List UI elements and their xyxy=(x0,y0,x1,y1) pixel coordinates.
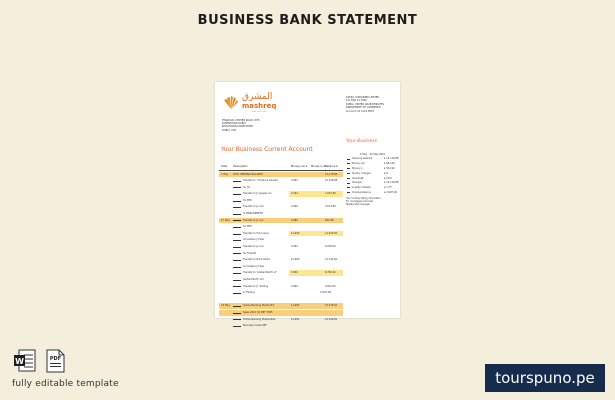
summary-value: £ 1.75 xyxy=(384,186,392,190)
page-title: BUSINESS BANK STATEMENT xyxy=(197,13,418,28)
cell-desc: Transfer to JL Jessies Inc xyxy=(243,192,272,196)
address-line: FINANCIAL CENTER ROAD, DIFC xyxy=(222,119,260,122)
summary-label: Money in xyxy=(352,166,363,170)
table-row xyxy=(219,309,343,316)
row-dash xyxy=(233,234,241,235)
pdf-icon-label: PDF xyxy=(49,356,62,362)
cell-date: 18 May xyxy=(221,304,230,308)
summary-label: Sundry charges xyxy=(352,171,371,175)
table-row xyxy=(219,171,343,178)
cell-debit: 2,962 xyxy=(291,245,298,249)
summary-label: Money out xyxy=(352,162,365,166)
row-dash xyxy=(233,253,241,254)
table-row xyxy=(219,244,343,251)
brand-badge[interactable]: tourspuno.pe xyxy=(485,364,605,392)
summary-value: £ 56,190 xyxy=(384,166,395,170)
cell-debit: 3,960 xyxy=(291,271,298,275)
cell-desc: Transfer to JL LLC xyxy=(243,218,264,222)
table-row xyxy=(219,283,343,290)
row-dash xyxy=(233,267,241,268)
cell-bal: 3,672.88 xyxy=(325,205,336,209)
column-header-money-out: Money out £ xyxy=(291,165,308,168)
cell-desc: Transfer to JL LLC xyxy=(243,205,264,209)
cell-debit: 11,984 xyxy=(291,304,300,308)
summary-dash xyxy=(347,163,350,164)
cell-desc: for Ox xyxy=(243,185,251,189)
note-line: For mortgages and loans xyxy=(346,200,374,203)
summary-date-range: 1 May - 31 May 2022 xyxy=(360,152,386,156)
pdf-document-icon xyxy=(43,349,67,373)
table-row xyxy=(219,191,343,198)
summary-dash xyxy=(347,187,350,188)
table-row xyxy=(219,303,343,310)
summary-label: Charges xyxy=(352,181,362,185)
row-dash xyxy=(233,187,241,188)
row-dash xyxy=(233,306,241,307)
cell-debit: 2,980 xyxy=(291,218,298,222)
cell-debit: 21,980 xyxy=(291,258,300,262)
cell-desc: for MFC xyxy=(243,225,253,229)
summary-value: £ 8 xyxy=(384,171,388,175)
cell-bal: 692.88 xyxy=(325,218,334,222)
summary-row xyxy=(346,190,398,195)
cell-bal: 10,196.88 xyxy=(325,179,338,183)
summary-title: Your Business xyxy=(346,139,377,144)
column-header-date: Date xyxy=(221,165,228,168)
row-dash xyxy=(233,247,241,248)
transaction-table xyxy=(219,171,343,329)
cell-debit: 12,900 xyxy=(291,231,300,235)
row-dash xyxy=(233,273,241,274)
cell-desc: Transfer to From Grey xyxy=(243,231,269,235)
mashreq-logo-icon xyxy=(223,96,239,110)
cell-bal: 12,742.00 xyxy=(325,258,338,262)
cell-bal: 23,396.00 xyxy=(325,317,338,321)
row-dash xyxy=(233,280,241,281)
address-line: BOULEVARD DOWNTOWN xyxy=(222,125,253,129)
cell-desc: Transfer to 'Global Pacific Lt' xyxy=(243,271,277,275)
table-row xyxy=(219,197,343,204)
cell-desc: Business Invest REF xyxy=(243,324,267,328)
summary-dash xyxy=(347,159,350,160)
cell-debit: 2,564 xyxy=(291,192,298,196)
summary-note xyxy=(346,197,381,206)
cell-desc: 2020 OPENING BALANCE xyxy=(233,172,263,176)
row-dash xyxy=(233,201,241,202)
summary-dash xyxy=(347,178,350,179)
row-dash xyxy=(233,194,241,195)
bank-name: mashreq xyxy=(242,102,277,110)
cell-bal: 15,378.00 xyxy=(325,304,338,308)
table-row xyxy=(219,257,343,264)
cell-desc: for ThieVet xyxy=(243,251,257,255)
column-header-money-in: Money in £ xyxy=(311,165,326,168)
row-dash xyxy=(233,240,241,241)
cell-debit: 21,983 xyxy=(291,317,300,321)
row-dash xyxy=(233,313,241,314)
summary-label: Loyalty interest xyxy=(352,186,371,190)
cell-debit: 3,992 xyxy=(291,179,298,183)
table-row xyxy=(219,178,343,185)
cell-bal: 12,178.88 xyxy=(325,172,338,176)
customer-line: Account: 01 1234 5678 xyxy=(346,109,374,113)
address-line: DOWNTOWN DUBAI xyxy=(222,122,246,126)
row-dash xyxy=(233,181,241,182)
statement-document xyxy=(215,82,400,328)
customer-line: DUBAI, UNITED ARAB EMIRATES xyxy=(346,102,384,106)
cell-bal: 7,632.88 xyxy=(325,192,336,196)
customer-line: DEPARTMENT OF COMMERCE xyxy=(346,106,381,110)
note-line: Your monthly billing information xyxy=(346,197,381,200)
column-header-balance: Balance £ xyxy=(325,165,338,168)
word-document-icon xyxy=(13,349,37,373)
summary-panel xyxy=(346,152,398,195)
word-icon-letter: W xyxy=(15,357,24,366)
row-dash xyxy=(233,227,241,228)
table-row xyxy=(219,230,343,237)
cell-desc: JL MANAGEMENT xyxy=(243,212,264,216)
cell-desc: Consultancy Fees xyxy=(243,264,264,268)
cell-desc: for MFA xyxy=(243,198,252,202)
row-dash xyxy=(233,260,241,261)
cell-desc: Online Banking Mobile Bills xyxy=(243,317,276,321)
table-row xyxy=(219,211,343,218)
cell-desc: Global Pacific Ltd xyxy=(243,278,264,281)
cell-desc: Consultancy Fees xyxy=(243,238,264,242)
summary-value: £ 0.00 xyxy=(384,176,392,180)
table-row xyxy=(219,323,343,330)
summary-label: Overdraft xyxy=(352,176,364,180)
closing-balance-total: 2,997.00 xyxy=(320,291,332,294)
cell-desc: Sales 2021 Q2 REF 3365 xyxy=(243,310,273,314)
table-row xyxy=(219,224,343,231)
customer-line: P.O. BOX 12 3456 xyxy=(346,99,367,103)
cell-desc: JL Trading xyxy=(243,291,255,295)
cell-debit: 3,960 xyxy=(291,205,298,209)
summary-dash xyxy=(347,173,350,174)
table-row xyxy=(219,270,343,277)
row-dash xyxy=(233,319,241,320)
row-dash xyxy=(233,220,241,221)
cell-date: 17 May xyxy=(221,218,230,222)
table-row xyxy=(219,217,343,224)
row-dash xyxy=(233,286,241,287)
table-row xyxy=(219,296,343,303)
note-line: Relationship manager xyxy=(346,203,370,206)
table-row xyxy=(219,263,343,270)
table-row xyxy=(219,204,343,211)
cell-bal: 9,238.00 xyxy=(325,245,336,249)
bank-tagline: Rise every day xyxy=(252,111,267,113)
template-caption: fully editable template xyxy=(12,379,119,389)
row-dash xyxy=(233,207,241,208)
cell-bal: 8,782.00 xyxy=(325,271,336,275)
cell-bal: 4,822.00 xyxy=(325,284,336,288)
customer-line: ASTRO CONSUMER LIMITED xyxy=(346,96,380,99)
table-row xyxy=(219,184,343,191)
summary-dash xyxy=(347,168,350,169)
bank-address xyxy=(222,119,282,132)
table-row xyxy=(219,316,343,323)
summary-dash xyxy=(347,183,350,184)
cell-desc: Transfer to Rock Allard xyxy=(243,258,270,262)
customer-address xyxy=(346,96,384,113)
bank-name-arabic: المشرق xyxy=(242,92,273,102)
table-row xyxy=(219,277,343,284)
statement-title: Your Business Current Account xyxy=(221,146,313,153)
summary-value: £ 98,194 xyxy=(384,162,395,166)
cell-desc: Transfer to JL Trading xyxy=(243,284,269,288)
summary-label: Closing balance xyxy=(352,190,371,194)
summary-value: £ 2,997.00 xyxy=(384,190,397,194)
row-dash xyxy=(233,293,241,294)
column-header-description: Description xyxy=(233,165,248,168)
summary-dash xyxy=(347,192,350,193)
cell-desc: Online Banking Mobile Bill xyxy=(243,304,275,308)
cell-desc: Transfer to 'Ticketure Ghanta' xyxy=(243,179,279,183)
table-row xyxy=(219,250,343,257)
table-row xyxy=(219,237,343,244)
address-line: DUBAI, UAE xyxy=(222,128,236,132)
summary-value: £ 12,178.88 xyxy=(384,181,399,185)
cell-bal: 12,200.00 xyxy=(325,231,338,235)
cell-date: 1 May xyxy=(221,172,229,176)
row-dash xyxy=(233,326,241,327)
cell-desc: Transfer to JL LLC xyxy=(243,245,264,249)
summary-value: £ 12,178.88 xyxy=(384,157,399,161)
row-dash xyxy=(233,214,241,215)
summary-label: Opening balance xyxy=(352,157,373,161)
cell-debit: 3,960 xyxy=(291,284,298,288)
